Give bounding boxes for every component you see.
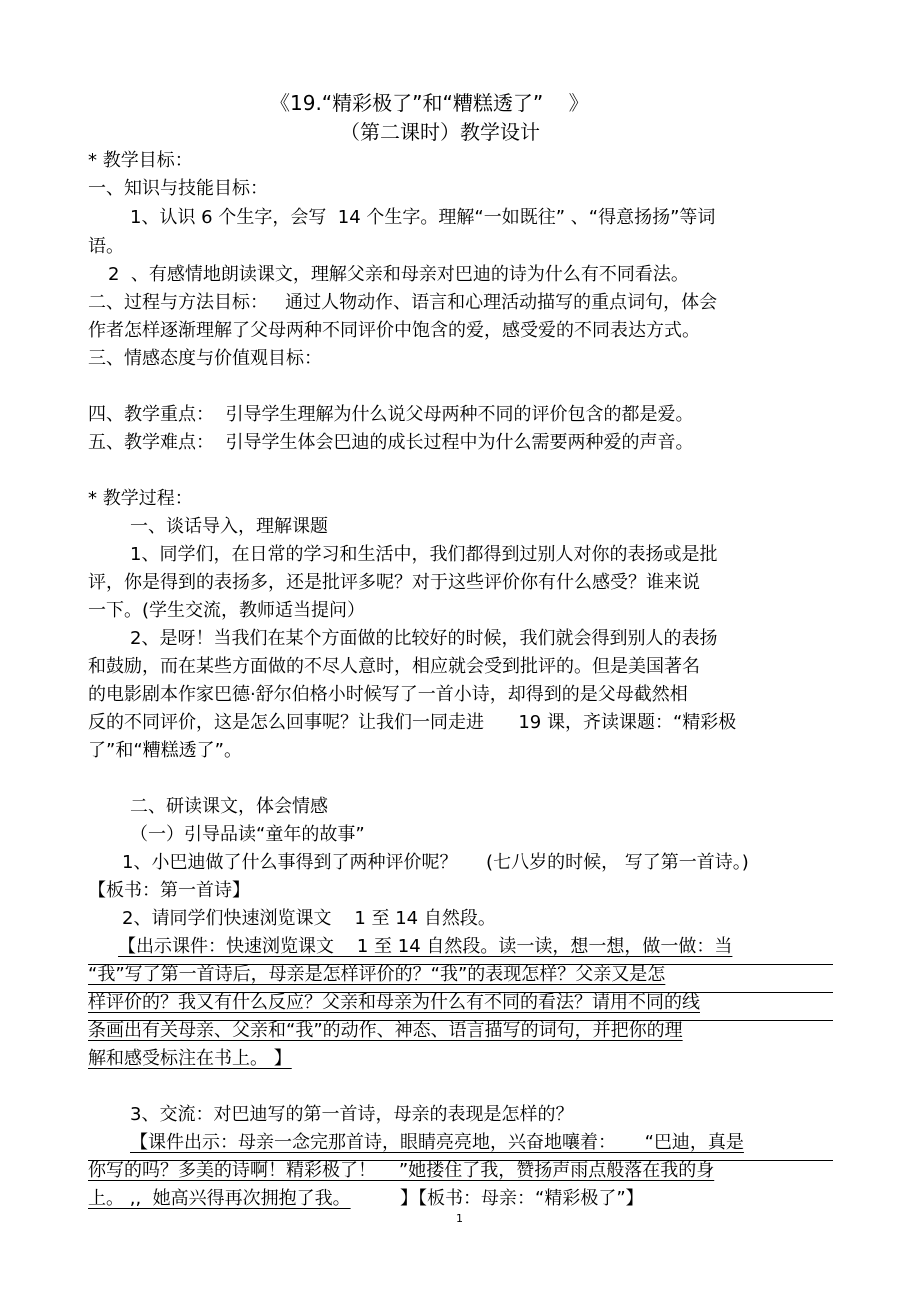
doc-subtitle: （第二课时）教学设计 (340, 120, 540, 144)
section-1-paragraph-1-cont: 评，你是得到的表扬多，还是批评多呢？对于这些评价你有什么感受？谁来说 (88, 572, 700, 593)
question-3: 3、交流：对巴迪写的第一首诗，母亲的表现是怎样的？ (130, 1104, 574, 1125)
section-1-paragraph-2-c: 的电影剧本作家巴德·舒尔伯格小时候写了一首小诗，却得到的是父母截然相 (88, 684, 688, 705)
courseware-1-line-3: 样评价的？我又有什么反应？父亲和母亲为什么有不同的看法？请用不同的线 (88, 992, 700, 1013)
process-heading: * 教学过程： (88, 488, 193, 509)
section-1-title: 一、谈话导入，理解课题 (130, 516, 328, 537)
doc-title: 《19.“精彩极了”和“糟糕透了” 》 (270, 91, 589, 115)
courseware-1-line-2: “我”写了第一首诗后，母亲是怎样评价的？“我”的表现怎样？父亲又是怎 (88, 964, 666, 985)
section-1-paragraph-1-end: 一下。(学生交流，教师适当提问） (88, 600, 366, 621)
emotion-objective: 三、情感态度与价值观目标： (88, 348, 322, 369)
section-2-title: 二、研读课文，体会情感 (130, 796, 328, 817)
courseware-1-line-5: 解和感受标注在书上。 】 (88, 1048, 292, 1069)
section-1-paragraph-2-d: 反的不同评价，这是怎么回事呢？让我们一同走进 19 课，齐读课题：“精彩极 (88, 712, 737, 733)
courseware-1-line-4: 条画出有关母亲、父亲和“我”的动作、神态、语言描写的词句，并把你的理 (88, 1020, 683, 1041)
knowledge-item-1-cont: 语。 (88, 236, 124, 257)
knowledge-heading: 一、知识与技能目标： (88, 178, 268, 199)
question-2: 2、请同学们快速浏览课文 1 至 14 自然段。 (122, 908, 496, 929)
courseware-2-line-1: 【课件出示：母亲一念完那首诗，眼睛亮亮地，兴奋地嚷着： “巴迪，真是 (130, 1132, 744, 1153)
knowledge-item-1: 1、认识 6 个生字，会写 14 个生字。理解“一如既往” 、“得意扬扬”等词 (130, 207, 716, 228)
question-1: 1、小巴迪做了什么事得到了两种评价呢？ (七八岁的时候， 写了第一首诗。) (122, 852, 749, 873)
difficulty: 五、教学难点： 引导学生体会巴迪的成长过程中为什么需要两种爱的声音。 (88, 432, 694, 453)
section-1-paragraph-1: 1、同学们，在日常的学习和生活中，我们都得到过别人对你的表扬或是批 (130, 544, 718, 565)
section-1-paragraph-2: 2、是呀！当我们在某个方面做的比较好的时候，我们就会得到别人的表扬 (130, 628, 718, 649)
board-note-1: 【板书：第一首诗】 (88, 880, 250, 901)
knowledge-item-2: 2 、有感情地朗读课文，理解父亲和母亲对巴迪的诗为什么有不同看法。 (108, 264, 689, 285)
courseware-2-line-2: 你写的吗？多美的诗啊！精彩极了！ ”她搂住了我，赞扬声雨点般落在我的身 (88, 1160, 715, 1181)
page-number: 1 (456, 1212, 463, 1225)
courseware-1-line-1: 【出示课件：快速浏览课文 1 至 14 自然段。读一读，想一想，做一做：当 (118, 936, 733, 957)
objectives-heading: * 教学目标： (88, 150, 193, 171)
section-2-subtitle: （一）引导品读“童年的故事” (130, 824, 365, 845)
section-1-paragraph-2-e: 了”和“糟糕透了”。 (88, 740, 242, 761)
board-note-2: 】【板书：母亲：“精彩极了”】 (400, 1188, 644, 1209)
process-objective: 二、过程与方法目标： 通过人物动作、语言和心理活动描写的重点词句，体会 (88, 292, 718, 313)
section-1-paragraph-2-b: 和鼓励，而在某些方面做的不尽人意时，相应就会受到批评的。但是美国著名 (88, 656, 700, 677)
courseware-2-line-3: 上。 ,, 她高兴得再次拥抱了我。 (88, 1188, 351, 1209)
process-objective-cont: 作者怎样逐渐理解了父母两种不同评价中饱含的爱，感受爱的不同表达方式。 (88, 320, 700, 341)
key-point: 四、教学重点： 引导学生理解为什么说父母两种不同的评价包含的都是爱。 (88, 404, 694, 425)
